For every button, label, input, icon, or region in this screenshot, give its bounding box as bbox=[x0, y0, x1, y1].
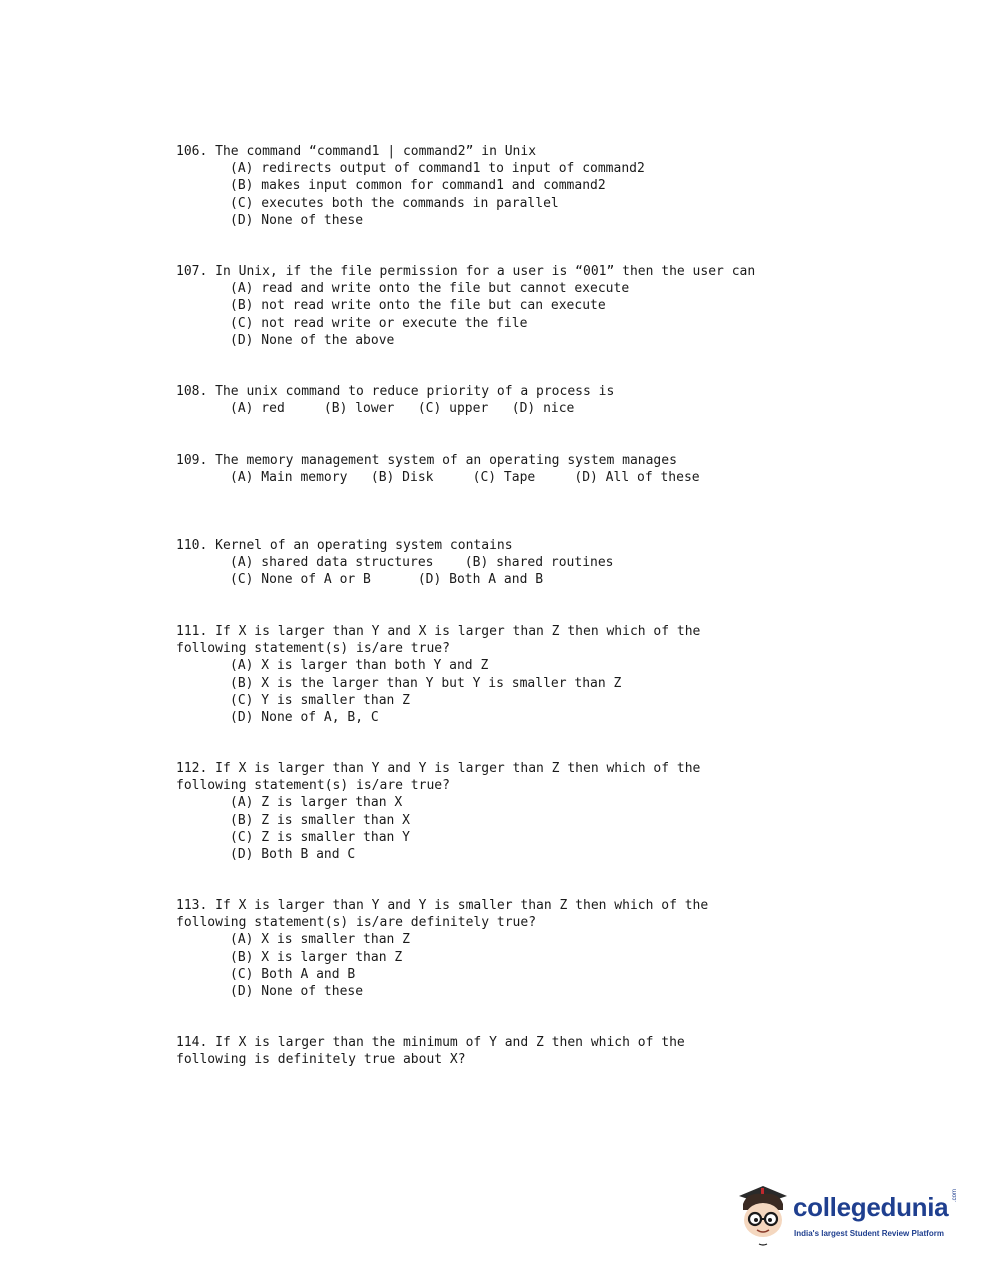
question-text: 110. Kernel of an operating system contains bbox=[176, 538, 513, 553]
option-a: (A) X is smaller than Z bbox=[230, 932, 411, 948]
question-107 bbox=[176, 263, 876, 349]
option-d: (D) Both B and C bbox=[230, 847, 356, 863]
question-106 bbox=[176, 143, 876, 229]
question-text-line-2: following statement(s) is/are true? bbox=[176, 778, 450, 794]
option-c: (C) executes both the commands in parallel bbox=[230, 195, 559, 211]
logo-tagline: India's largest Student Review Platform bbox=[794, 1229, 944, 1238]
question-text-line-1: 111. If X is larger than Y and X is larger than Z then which of the bbox=[176, 624, 701, 639]
option-b: (B) X is the larger than Y but Y is smaller than Z bbox=[230, 675, 622, 691]
mascot-icon bbox=[733, 1182, 795, 1246]
option-c: (C) Z is smaller than Y bbox=[230, 829, 411, 845]
option-b: (B) X is larger than Z bbox=[230, 949, 403, 965]
option-d: (D) None of these bbox=[230, 984, 364, 1000]
question-113 bbox=[176, 897, 876, 1000]
option-a: (A) read and write onto the file but cannot execute bbox=[230, 281, 630, 297]
option-a: (A) Z is larger than X bbox=[230, 795, 403, 811]
option-b: (B) makes input common for command1 and command2 bbox=[230, 178, 606, 194]
options-row-1: (A) shared data structures (B) shared routines bbox=[230, 555, 614, 571]
question-text-line-2: following statement(s) is/are true? bbox=[176, 641, 450, 657]
question-109 bbox=[176, 452, 876, 486]
question-114 bbox=[176, 1034, 876, 1068]
option-d: (D) None of A, B, C bbox=[230, 710, 379, 726]
question-text: 107. In Unix, if the file permission for a user is “001” then the user can bbox=[176, 264, 756, 279]
option-c: (C) Both A and B bbox=[230, 966, 356, 982]
logo-domain-suffix: .com bbox=[952, 1188, 958, 1202]
question-text: 108. The unix command to reduce priority of a process is bbox=[176, 384, 615, 399]
logo-wordmark: collegedunia bbox=[793, 1192, 949, 1222]
collegedunia-logo bbox=[733, 1182, 963, 1246]
question-108 bbox=[176, 383, 876, 417]
option-b: (B) not read write onto the file but can execute bbox=[230, 298, 606, 314]
option-b: (B) Z is smaller than X bbox=[230, 812, 411, 828]
options-row: (A) red (B) lower (C) upper (D) nice bbox=[230, 401, 575, 417]
question-text-line-2: following is definitely true about X? bbox=[176, 1052, 466, 1068]
options-row-2: (C) None of A or B (D) Both A and B bbox=[230, 572, 544, 588]
question-text: 109. The memory management system of an operating system manages bbox=[176, 453, 677, 468]
question-112 bbox=[176, 760, 876, 863]
option-a: (A) X is larger than both Y and Z bbox=[230, 658, 489, 674]
question-text-line-1: 114. If X is larger than the minimum of Y and Z then which of the bbox=[176, 1035, 685, 1050]
option-d: (D) None of these bbox=[230, 212, 364, 228]
option-a: (A) redirects output of command1 to input of command2 bbox=[230, 161, 645, 177]
question-text-line-2: following statement(s) is/are definitely true? bbox=[176, 915, 537, 931]
question-text-line-1: 113. If X is larger than Y and Y is smaller than Z then which of the bbox=[176, 898, 709, 913]
question-110 bbox=[176, 537, 876, 589]
question-text: 106. The command “command1 | command2” in Unix bbox=[176, 144, 537, 159]
option-c: (C) Y is smaller than Z bbox=[230, 692, 411, 708]
option-c: (C) not read write or execute the file bbox=[230, 315, 528, 331]
question-111 bbox=[176, 623, 876, 726]
option-d: (D) None of the above bbox=[230, 332, 395, 348]
options-row: (A) Main memory (B) Disk (C) Tape (D) All of these bbox=[230, 470, 700, 486]
question-text-line-1: 112. If X is larger than Y and Y is larger than Z then which of the bbox=[176, 761, 701, 776]
